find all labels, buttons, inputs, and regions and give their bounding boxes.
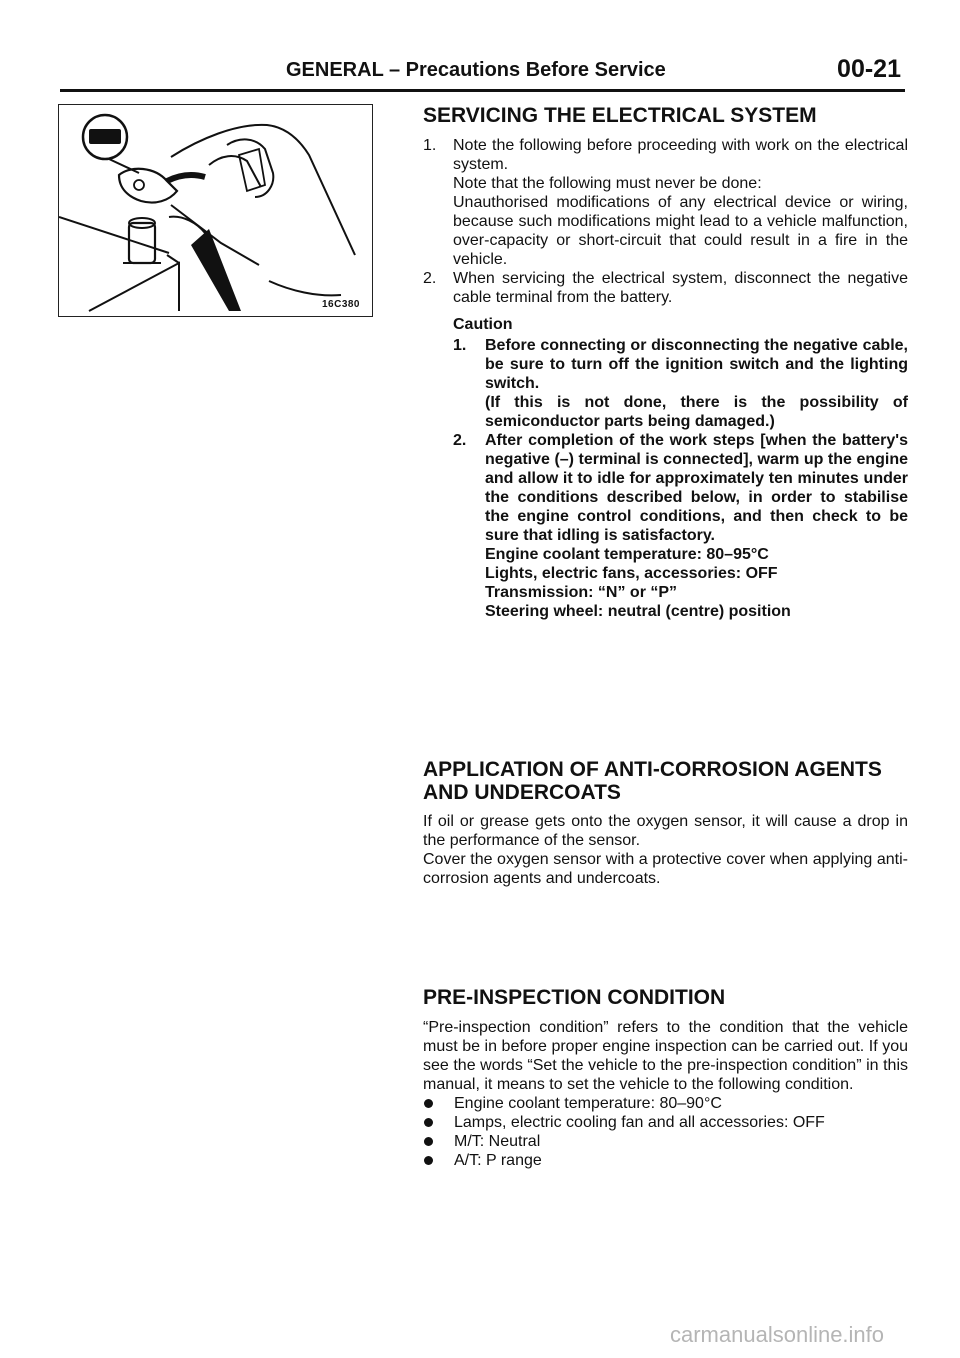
list-item [423, 1113, 908, 1132]
section-title-line: AND UNDERCOATS [423, 781, 621, 804]
list-item [423, 136, 908, 269]
caution-text: Engine coolant temperature: 80–95°C [485, 546, 769, 563]
item-text: Note the following before proceeding with work on the electrical system. [453, 137, 908, 173]
bullet-icon [424, 1099, 433, 1108]
item-text: When servicing the electrical system, disconnect the negative cable terminal from the battery. [453, 270, 908, 306]
caution-item [453, 336, 908, 431]
list-item [423, 269, 908, 307]
list-item-text: Engine coolant temperature: 80–90°C [454, 1095, 722, 1112]
caution-text: After completion of the work steps [when the battery's negative (–) terminal is connected], warm up the engine and allow it to idle for approximately ten minutes under the conditions described below, in order to stabilise the engine control conditions, and then check to be sure that idling is satisfactory. [485, 432, 908, 544]
section-title [423, 758, 908, 804]
caution-text: Before connecting or disconnecting the negative cable, be sure to turn off the ignition switch and the lighting switch. [485, 337, 908, 392]
section-title: PRE-INSPECTION CONDITION [423, 986, 726, 1009]
item-text: Unauthorised modifications of any electrical device or wiring, because such modifications might lead to a vehicle malfunction, over-capacity or short-circuit that could result in a fire in the vehicle. [453, 194, 908, 268]
section-pre-inspection [423, 986, 908, 1170]
caution-block [453, 315, 908, 621]
paragraph: “Pre-inspection condition” refers to the condition that the vehicle must be in before proper engine inspection can be carried out. If you see the words “Set the vehicle to the pre-inspection condition” in this manual, it means to set the vehicle to the following condition. [423, 1019, 908, 1093]
bullet-icon [424, 1156, 433, 1165]
battery-terminal-illustration [58, 104, 373, 317]
caution-text: Lights, electric fans, accessories: OFF [485, 565, 778, 582]
list-item-text: M/T: Neutral [454, 1133, 541, 1150]
item-number: 1. [423, 137, 437, 154]
list-item [423, 1132, 908, 1151]
section-servicing-electrical-system [423, 104, 908, 621]
list-item-text: Lamps, electric cooling fan and all accessories: OFF [454, 1114, 825, 1131]
page-header [60, 55, 905, 92]
watermark: carmanualsonline.info [670, 1322, 885, 1347]
list-item-text: A/T: P range [454, 1152, 542, 1169]
list-item [423, 1094, 908, 1113]
hand-disconnecting-battery-terminal-icon [59, 105, 371, 315]
item-number: 1. [453, 337, 467, 354]
paragraph: Cover the oxygen sensor with a protective cover when applying anti-corrosion agents and undercoats. [423, 851, 908, 887]
bullet-icon [424, 1118, 433, 1127]
section-anti-corrosion [423, 758, 908, 888]
main-content [423, 104, 908, 1169]
caution-text: (If this is not done, there is the possibility of semiconductor parts being damaged.) [485, 394, 908, 430]
figure-code: 16C380 [321, 299, 360, 310]
bullet-icon [424, 1137, 433, 1146]
page-number: 00-21 [837, 55, 901, 83]
list-item [423, 1151, 908, 1170]
caution-item [453, 431, 908, 621]
page-title: GENERAL – Precautions Before Service [286, 59, 666, 81]
item-number: 2. [453, 432, 467, 449]
paragraph: If oil or grease gets onto the oxygen sensor, it will cause a drop in the performance of the sensor. [423, 813, 908, 849]
section-title-line: APPLICATION OF ANTI-CORROSION AGENTS [423, 758, 882, 781]
caution-text: Steering wheel: neutral (centre) position [485, 603, 791, 620]
condition-list [423, 1094, 908, 1170]
caution-text: Transmission: “N” or “P” [485, 584, 678, 601]
caution-label: Caution [453, 316, 513, 333]
item-number: 2. [423, 270, 437, 287]
section-title: SERVICING THE ELECTRICAL SYSTEM [423, 104, 817, 127]
item-text: Note that the following must never be done: [453, 175, 762, 192]
